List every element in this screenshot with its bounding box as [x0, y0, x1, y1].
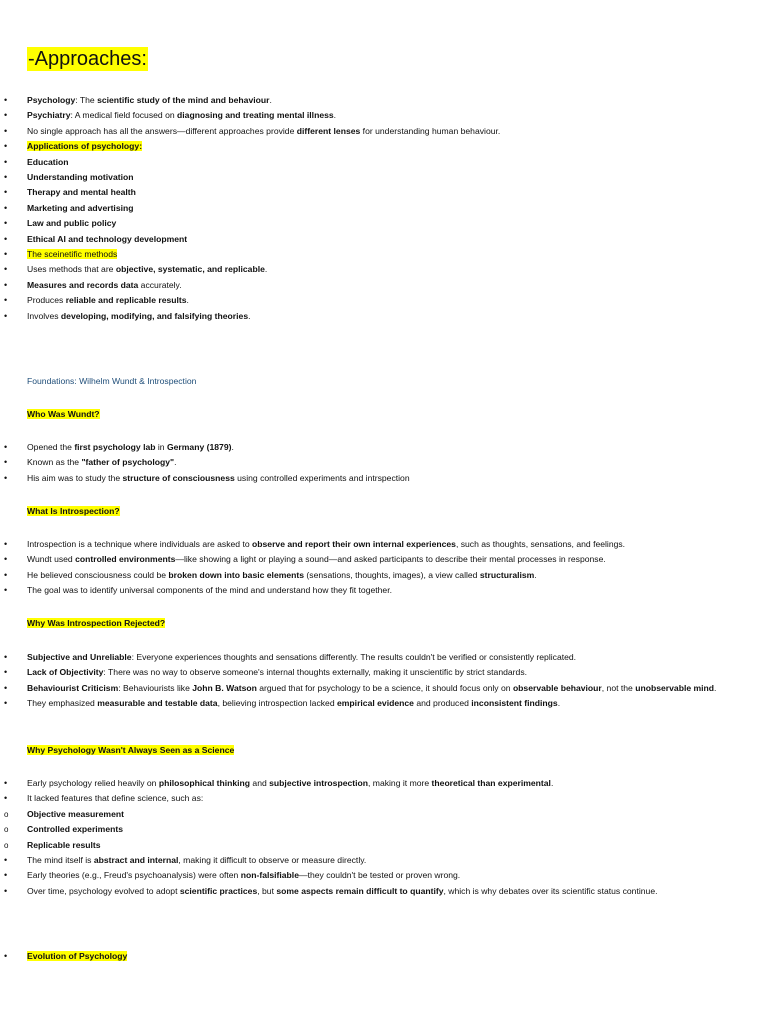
text-segment: Education [27, 156, 69, 167]
bullet-icon: • [4, 218, 8, 229]
text-segment: empirical evidence [337, 698, 414, 709]
page-title: -Approaches: [28, 48, 147, 70]
text-segment: Understanding motivation [27, 172, 134, 183]
text-segment: subjective introspection [269, 778, 369, 788]
foundations-heading: Foundations: Wilhelm Wundt & Introspection [27, 376, 197, 386]
text-segment: scientific study of the mind and behaviour [97, 95, 270, 105]
text-segment: Subjective and Unreliable [27, 652, 132, 662]
bullet-icon: • [4, 585, 8, 596]
text-segment: : The [75, 95, 98, 105]
text-segment: Replicable results [27, 839, 101, 850]
bullet-icon: • [4, 793, 8, 804]
text-segment: —they couldn't be tested or proven wrong. [298, 870, 461, 881]
text-segment: Lack of Objectivity [27, 667, 104, 678]
text-segment: Early psychology relied heavily on [27, 778, 159, 788]
text-segment: . [333, 110, 337, 121]
text-segment: measurable and testable data [97, 698, 218, 709]
list-item [0, 455, 760, 470]
text-segment: unobservable mind [635, 682, 715, 693]
list-item [0, 868, 760, 883]
wundt-list [0, 440, 760, 486]
text-segment: abstract and internal [93, 855, 179, 866]
introspection-list [0, 537, 760, 599]
why-not-science-heading: Why Psychology Wasn't Always Seen as a Science [27, 745, 235, 755]
text-segment: structure of consciousness [122, 472, 235, 483]
what-is-introspection-heading: What Is Introspection? [27, 506, 120, 516]
text-segment: developing, modifying, and falsifying theories [60, 310, 249, 321]
text-segment: No single approach has all the answers—different approaches provide [27, 125, 297, 136]
list-item [0, 791, 760, 806]
text-segment: Psychiatry [27, 110, 71, 121]
text-segment: The goal was to identify universal components of the mind and understand how they fit together. [27, 585, 392, 596]
text-segment: . [714, 682, 717, 693]
text-segment: broken down into basic elements [168, 569, 305, 580]
bullet-icon: • [4, 652, 8, 662]
list-item [0, 170, 760, 185]
approaches-list [0, 93, 760, 324]
list-item [0, 681, 760, 696]
text-segment: The sceinetific methods [27, 249, 118, 260]
text-segment: . [557, 698, 561, 709]
bullet-icon: • [4, 125, 8, 136]
bullet-icon: • [4, 295, 8, 306]
text-segment: , but [257, 885, 277, 896]
list-item [0, 838, 760, 853]
list-item [0, 309, 760, 324]
sub-bullet-icon: o [4, 825, 9, 835]
text-segment: Measures and records data [27, 279, 139, 290]
text-segment: Known as the [27, 457, 82, 468]
text-segment: Behaviourist Criticism [27, 682, 119, 693]
text-segment: controlled environments [75, 554, 176, 565]
text-segment: . [248, 310, 251, 321]
bullet-icon: • [4, 187, 8, 198]
list-item [0, 232, 760, 247]
text-segment: The mind itself is [27, 855, 94, 866]
science-list [0, 776, 760, 899]
list-item [0, 650, 760, 665]
list-item [0, 278, 760, 293]
bullet-icon: • [4, 951, 8, 961]
list-item [0, 216, 760, 231]
rejection-list [0, 650, 760, 712]
list-item [0, 696, 760, 711]
text-segment: and produced [413, 698, 472, 709]
text-segment: Marketing and advertising [27, 202, 134, 213]
list-item [0, 108, 760, 123]
list-item [0, 124, 760, 139]
text-segment: Wundt used [27, 554, 76, 565]
text-segment: reliable and replicable results [65, 295, 187, 306]
text-segment: scientific practices [179, 885, 258, 896]
text-segment: : There was no way to observe someone's internal thoughts externally, making it unscientific by strict standards. [103, 667, 527, 678]
why-rejected-heading: Why Was Introspection Rejected? [27, 618, 166, 628]
text-segment: philosophical thinking [158, 778, 251, 788]
text-segment: Controlled experiments [27, 824, 123, 835]
text-segment: It lacked features that define science, such as: [27, 793, 204, 804]
text-segment: Involves [27, 310, 61, 321]
list-item [0, 568, 760, 583]
text-segment: Over time, psychology evolved to adopt [27, 885, 180, 896]
list-item [0, 262, 760, 277]
bullet-icon: • [4, 569, 8, 580]
text-segment: Germany (1879) [166, 442, 232, 452]
bullet-icon: • [4, 233, 8, 244]
sub-bullet-icon: o [4, 809, 9, 819]
text-segment: . [186, 295, 189, 306]
evolution-list [0, 949, 760, 964]
text-segment: . [550, 778, 554, 788]
list-item [0, 155, 760, 170]
text-segment: . [269, 95, 272, 105]
bullet-icon: • [4, 885, 8, 896]
bullet-icon: • [4, 698, 8, 709]
bullet-icon: • [4, 442, 8, 452]
text-segment: Evolution of Psychology [27, 951, 128, 961]
bullet-icon: • [4, 95, 8, 105]
text-segment: in [155, 442, 167, 452]
text-segment: : Everyone experiences thoughts and sensations differently. The results couldn't be verified or consistently replicated. [131, 652, 577, 662]
text-segment: —like showing a light or playing a sound—and asked participants to describe their mental processes in response. [175, 554, 606, 565]
bullet-icon: • [4, 472, 8, 483]
bullet-icon: • [4, 110, 8, 121]
text-segment: (sensations, thoughts, images), a view called [304, 569, 480, 580]
text-segment: some aspects remain difficult to quantify [276, 885, 444, 896]
list-item [0, 185, 760, 200]
text-segment: , not the [601, 682, 636, 693]
text-segment: Early theories (e.g., Freud's psychoanalysis) were often [27, 870, 241, 881]
list-item [0, 583, 760, 598]
text-segment: accurately. [138, 279, 182, 290]
text-segment: : A medical field focused on [70, 110, 178, 121]
text-segment: Objective measurement [27, 808, 124, 819]
text-segment: observable behaviour [512, 682, 602, 693]
list-item [0, 139, 760, 154]
text-segment: Applications of psychology: [27, 141, 143, 152]
text-segment: , making it more [368, 778, 432, 788]
bullet-icon: • [4, 264, 8, 275]
bullet-icon: • [4, 855, 8, 866]
text-segment: Ethical AI and technology development [27, 233, 188, 244]
text-segment: His aim was to study the [27, 472, 123, 483]
text-segment: "father of psychology" [81, 457, 175, 468]
text-segment: They emphasized [27, 698, 98, 709]
text-segment: non-falsifiable [240, 870, 299, 881]
bullet-icon: • [4, 202, 8, 213]
bullet-icon: • [4, 156, 8, 167]
list-item [0, 822, 760, 837]
text-segment: . [174, 457, 177, 468]
list-item [0, 884, 760, 899]
list-item [0, 293, 760, 308]
bullet-icon: • [4, 667, 8, 678]
text-segment: objective, systematic, and replicable [115, 264, 265, 275]
who-was-wundt-heading: Who Was Wundt? [27, 409, 100, 419]
list-item [0, 247, 760, 262]
text-segment: . [534, 569, 537, 580]
text-segment: different lenses [296, 125, 361, 136]
text-segment: inconsistent findings [471, 698, 558, 709]
bullet-icon: • [4, 249, 8, 260]
text-segment: Therapy and mental health [27, 187, 136, 198]
list-item [0, 93, 760, 108]
text-segment: Produces [27, 295, 66, 306]
text-segment: diagnosing and treating mental illness [177, 110, 334, 121]
list-item [0, 537, 760, 552]
bullet-icon: • [4, 554, 8, 565]
bullet-icon: • [4, 539, 8, 549]
text-segment: Opened the [27, 442, 75, 452]
text-segment: Introspection is a technique where individuals are asked to [27, 539, 253, 549]
text-segment: John B. Watson [192, 682, 257, 693]
text-segment: : Behaviourists like [118, 682, 193, 693]
text-segment: Uses methods that are [27, 264, 116, 275]
bullet-icon: • [4, 778, 8, 788]
text-segment: Law and public policy [27, 218, 117, 229]
text-segment: , which is why debates over its scientific status continue. [443, 885, 658, 896]
text-segment: , believing introspection lacked [217, 698, 338, 709]
text-segment: for understanding human behaviour. [360, 125, 501, 136]
text-segment: first psychology lab [74, 442, 156, 452]
list-item [0, 552, 760, 567]
text-segment: theoretical than experimental [431, 778, 551, 788]
bullet-icon: • [4, 279, 8, 290]
bullet-icon: • [4, 870, 8, 881]
text-segment: . [231, 442, 234, 452]
text-segment: , such as thoughts, sensations, and feelings. [455, 539, 626, 549]
text-segment: structuralism [479, 569, 535, 580]
list-item [0, 949, 760, 964]
text-segment: , making it difficult to observe or measure directly. [178, 855, 367, 866]
bullet-icon: • [4, 141, 8, 152]
list-item [0, 853, 760, 868]
list-item [0, 440, 760, 455]
bullet-icon: • [4, 682, 8, 693]
list-item [0, 201, 760, 216]
list-item [0, 776, 760, 791]
list-item [0, 807, 760, 822]
bullet-icon: • [4, 310, 8, 321]
bullet-icon: • [4, 457, 8, 468]
text-segment: and [250, 778, 270, 788]
text-segment: using controlled experiments and intrspection [234, 472, 410, 483]
text-segment: argued that for psychology to be a science, it should focus only on [256, 682, 513, 693]
bullet-icon: • [4, 172, 8, 183]
list-item [0, 471, 760, 486]
text-segment: . [264, 264, 268, 275]
sub-bullet-icon: o [4, 840, 9, 850]
list-item [0, 665, 760, 680]
text-segment: Psychology [27, 95, 76, 105]
text-segment: observe and report their own internal experiences [252, 539, 456, 549]
text-segment: He believed consciousness could be [27, 569, 169, 580]
